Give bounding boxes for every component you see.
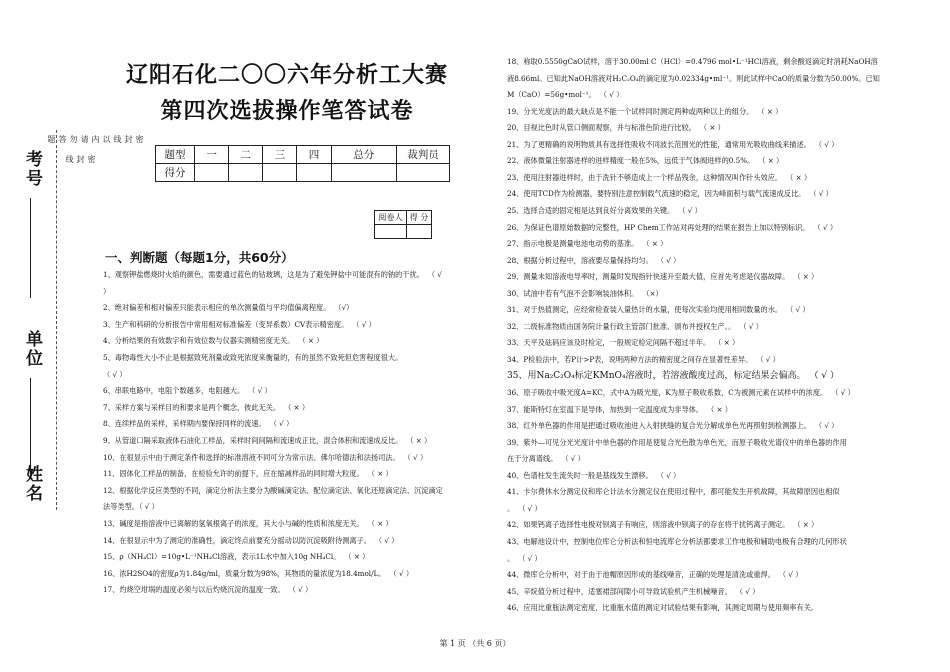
question-text: 16、浓H2SO4的密度ρ为1.84g/ml，质量分数为98%，其物质的量浓度为18.4mol/L。 [103,568,386,578]
question-line [507,57,878,67]
question-text: 。 [507,553,515,563]
question-text: 20、目视比色时从管口侧面观察，并与标准色阶进行比较。 [507,123,696,133]
question-text: 3、生产和科研的分析报告中常用相对标准偏差（变异系数）CV表示精密度。 [103,319,349,329]
question-text: 26、为保证色谱原始数据的完整性，HP Chem工作站对再处理的结果在报告上加以特别标识。 [507,222,810,232]
section-title: 一、判断题（每题1分，共60分） [105,250,294,265]
question-line [103,270,442,280]
score-cell[interactable] [229,164,263,182]
answer-mark: （ √ ） [739,321,763,331]
question-line [507,504,542,514]
question-text: 43、电解池设计中，控制电位库仑分析法和恒电流库仑分析法都要求工作电极和辅助电极有合理的几何形状 [507,536,847,546]
question-text: 15、ρ（NH₄Cl）=10g•L⁻¹NH₄Cl溶液，表示1L水中加入10g NH₄Cl。 [103,552,341,562]
question-line [103,536,398,546]
score-cell[interactable] [397,164,450,182]
question-text: 44、微库仑分析中，对于由于池帽原因形成的基线噪音，正确的处理是清洗或重焊。 [507,570,775,580]
question-line [507,156,783,166]
answer-mark: （ × ） [758,156,784,166]
answer-mark: （ √ ） [352,319,376,329]
question-text: 18、称取0.5550gCaO试样，溶于30.00ml C（HCl）=0.4796 mol•L⁻¹HCl溶液，剩余酸返滴定时消耗NaOH溶 [507,57,878,66]
question-text: 31、对于热值测定，应经常检查装入量热计的水量，使每次实验均使用相同数量的水。 [507,305,783,315]
reviewer-cell[interactable] [375,225,407,239]
question-line [507,388,855,398]
question-text: 2、绝对偏差和相对偏差只能表示相应的单次测量值与平均值偏离程度。 [103,303,331,313]
answer-mark: （ √ [427,270,442,279]
question-line [507,239,667,249]
score-header: 三 [263,146,297,164]
question-text: 34、P检验法中，若P计>P表，说明两种方法的精密度之间存在显著性差异。 [507,354,753,364]
question-line [103,370,127,380]
question-text: 液8.66ml。已知此NaOH溶液对H₂C₂O₄的滴定度为0.02334g•ml⁻¹。则此试样中CaO的质量分数为50.00%。已知 [507,73,880,83]
answer-mark: （ √ ） [809,371,839,382]
question-line [103,320,376,330]
question-text: 27、指示电极是测量电池电动势的基准。 [507,239,639,249]
question-line [507,107,782,117]
question-line [507,371,839,381]
question-text: 28、根据分析过程中，溶液要尽量保持均匀。 [507,255,653,265]
answer-mark: （ × ） [793,272,819,282]
exam-title: 辽阳石化二〇〇六年分析工大赛 [125,63,448,88]
question-text: 13、碱度是指溶液中已离解的氢氧根离子的浓度，其大小与碱的性质和浓度无关。 [103,519,364,528]
answer-mark: （ √ ） [786,305,810,315]
score-header: 题型 [156,146,195,164]
question-line [507,471,680,481]
question-text: 29、测量未知溶液电导率时，测量时发现指针快速升至最大值，应首先考虑是仪器故障。 [507,272,790,282]
question-text: 7、采样方案与采样目的和要求是两个概念，彼此无关。 [103,402,281,412]
score-cell[interactable] [297,164,331,182]
answer-mark: （ × ） [699,123,725,133]
score-header: 总分 [331,146,396,164]
question-text: 38、红外单色器的作用是把通过吸收池进入入射狭缝的复合光分解成单色光再照射到检测器上。 [507,421,811,431]
answer-mark: （ × ） [642,239,668,249]
question-line [507,140,838,150]
seal-dashed-line [56,130,57,510]
answer-mark: （ √ ） [269,419,294,429]
score-header: 二 [229,146,263,164]
question-line [507,554,542,564]
name-label: 姓名 [22,465,42,503]
question-line [103,453,427,463]
question-text: 。 [507,503,515,513]
question-line [507,355,780,365]
question-text: 在于分离谱线。 [507,454,558,464]
question-text: 19、分光光度法的最大缺点是不能一个试样同时测定两种或两种以上的组分。 [507,106,754,116]
question-line [507,570,802,580]
question-line [507,173,811,183]
question-text: 21、为了更精确的说明物质具有选择性吸收不同波长范围光的性能，通常用光吸收曲线来描述。 [507,139,811,149]
question-line [507,454,585,464]
answer-mark: （ × ） [406,436,432,445]
answer-mark: （ √ ） [374,535,399,545]
answer-mark: （ √ ） [813,222,838,232]
question-text: 8、连续样品的采样，采样期内要保持同样的流速。 [103,419,266,429]
answer-mark: （ × ） [707,404,732,414]
seal-text: 密 封 线 以 内 请 勿 答 题 [47,135,144,145]
question-line [103,436,431,446]
answer-mark: （×） [642,288,663,298]
answer-mark: （ √ ） [518,553,542,563]
answer-mark: （ × ） [344,552,370,562]
question-line [507,90,623,100]
score-header: 四 [297,146,331,164]
question-text: 14、在很显示中为了测定的准确性，滴定终点前要充分摇动以防沉淀吸附待测离子。 [103,535,371,545]
question-line [507,123,725,133]
score-row-label: 得分 [156,164,195,182]
answer-mark: （ √ ） [389,568,414,578]
question-line [507,305,810,315]
question-text: 23、使用注射器进样时，由于洗针不够造成上一个样品残余，这种情况叫作针头效应。 [507,172,783,182]
answer-mark: （ √ ） [735,586,760,596]
answer-mark: （ √ ） [809,189,833,199]
answer-mark: （ √ ） [561,454,585,464]
question-line [103,486,443,496]
question-text: （ √ ） [103,369,127,379]
score-label: 得 分 [406,211,431,225]
question-text: 32、二级标准物质由国务院计量行政主管部门批准、颁布并授权生产。。 [507,321,736,331]
reviewer-label: 阅卷人 [375,211,407,225]
question-line [103,353,402,363]
answer-mark: （ √ ） [248,386,272,396]
question-line [103,585,312,595]
question-text: 41、卡尔费休水分测定仪和库仑计法水分测定仪在使用过程中，都可能发生开机故障，其故障原因也相似 [507,487,840,497]
question-line [103,303,353,313]
answer-mark: （ √ ） [814,421,839,431]
question-text: 12、根据化学反应类型的不同，滴定分析法主要分为酸碱滴定法、配位滴定法、氧化还原滴定法、沉淀滴定 [103,485,443,495]
question-line [507,421,838,431]
page-footer: 第 1 页 （共 6 页） [439,639,511,648]
answer-mark: （ √ ） [518,503,542,513]
answer-mark: （ × ） [367,469,393,479]
answer-mark: （ √ ） [403,452,428,462]
unit-line [30,378,31,478]
question-text: 35、用Na₂C₂O₄标定KMnO₄溶液时，若溶液酸度过高，标定结果会偏高。 [507,371,806,382]
answer-mark: （ √ ） [756,354,780,364]
question-text: 5、毒物毒性大小不止是根据致死剂量或致死浓度来衡量的，有的虽然不致死但危害程度很大。 [103,353,403,362]
score-header: 一 [195,146,229,164]
question-text: 40、色谱柱发生流失时一般是基线发生漂移。 [507,470,653,480]
exam-no-line [30,198,31,298]
answer-mark: （ √ ） [778,570,803,580]
question-line [507,405,732,415]
question-text: 9、从管道口隔采取液体石油化工样品，采样时间间隔和流速成正比，混合体积和流速成反比。 [103,436,403,445]
score-cell[interactable] [263,164,297,182]
exam-no-label: 考号 [22,150,42,188]
question-text: 17、灼烧空坩埚的温度必须与以后灼烧沉淀的温度一致。 [103,585,285,595]
question-text: 11、固体化工样品的制备，在检验允许的前提下，应在缩减样品的同时增大粒度。 [103,469,364,479]
question-line [103,386,272,396]
answer-mark: （ × ） [367,519,393,528]
exam-subtitle: 第四次选拔操作笔答试卷 [160,99,414,124]
question-line [507,322,763,332]
question-line [103,502,159,512]
question-line [507,206,702,216]
question-text: 36、原子吸收中吸光度A=KC，式中A为吸光度，K为原子吸收系数，C为被测元素在试样中的浓度。 [507,388,828,397]
question-text: 10、在很显示中由于测定条件和选择的标准溶液不同可分为常示法、佛尔哈德法和法扬司法。 [103,452,400,462]
question-text: M（CaO）=56g•mol⁻¹。 [507,90,596,100]
answer-mark: （ × ） [757,106,783,116]
question-text: 39、紫外—可见分光光度计中单色器的作用是使复合光色散为单色光，而原子吸收光谱仪中的单色器的作用 [507,437,847,447]
question-line [507,487,840,497]
question-line [103,419,293,429]
question-text: 24、使用TCD作为检测器，要特别注意控制载气流速的稳定，因为峰面积与载气流速成反比。 [507,189,806,199]
answer-mark: （ √ ） [678,205,702,215]
question-line [507,272,818,282]
answer-mark: （√） [334,303,354,313]
question-text: 4、分析结果的有效数字和有效位数与仪器实测精密度无关。 [103,336,295,346]
answer-mark: （ × ） [714,338,740,348]
question-text: 46、应用比重瓶法测定密度，比重瓶水值的测定对试验结果有影响，其测定周期与使用频率有关。 [507,603,819,613]
question-text: 22、液体微量注射器进样的进样精度一般在5%，远低于气体阀进样的0.5%。 [507,156,755,166]
question-text: 42、如果钙离子选择性电极对钡离子有响应，则溶液中钡离子的存在将干扰钙离子测定。 [507,520,790,530]
question-line [507,603,818,613]
question-text: 6、串联电路中，电阻个数越多，电阻越大。 [103,386,245,396]
question-line [507,537,847,547]
answer-mark: （ × ） [793,520,819,530]
question-line [507,438,847,448]
question-line [507,520,818,530]
question-line [507,587,759,597]
answer-mark: （ × ） [284,402,310,412]
score-value-cell[interactable] [406,225,431,239]
question-line [103,287,110,297]
question-text: 30、试油中若有气泡不会影响装油体积。 [507,288,639,298]
question-line [103,336,323,346]
seal-text-right: 密 封 线 [65,155,96,165]
answer-mark: （ √ ） [288,585,313,595]
answer-mark: （ × ） [786,172,812,182]
question-text: 45、辛烷值分析过程中，适塞裙部间隙小可导致试验机产生机械噪音。 [507,586,732,596]
answer-mark: （ √ ） [814,139,839,149]
question-text: 法等类型。（ √ ） [103,502,159,512]
question-text: ） [103,286,111,296]
question-line [507,256,680,266]
question-line [103,552,369,562]
question-text: 25、选择合适的固定相是达到良好分离效果的关键。 [507,205,675,215]
question-line [103,469,393,479]
answer-mark: （ √ ） [831,388,855,397]
answer-mark: （ √ ） [599,90,624,100]
question-line [103,403,309,413]
question-line [507,289,663,299]
question-line [103,569,413,579]
question-line [103,519,393,529]
answer-mark: （ √ ） [656,255,681,265]
question-line [507,74,880,84]
unit-label: 单位 [22,330,42,368]
question-line [507,338,739,348]
answer-mark: （ √ ） [656,470,681,480]
question-line [507,189,833,199]
grader-box [374,210,432,239]
answer-mark: （ × ） [298,336,324,346]
question-text: 33、天平及砝码应该及时检定，一般规定检定间隔不超过半年。 [507,338,711,348]
question-line [507,223,837,233]
score-header: 裁判员 [397,146,450,164]
question-text: 1、观察钾盐燃烧时火焰的颜色，需要通过蓝色的钴玻璃，这是为了避免钾盐中可能混有的钠的干扰。 [103,270,424,279]
score-cell[interactable] [195,164,229,182]
score-table [155,145,450,182]
question-text: 37、能斯特灯在室温下是导体，加热到一定温度成为非导体。 [507,404,704,414]
score-cell[interactable] [331,164,396,182]
